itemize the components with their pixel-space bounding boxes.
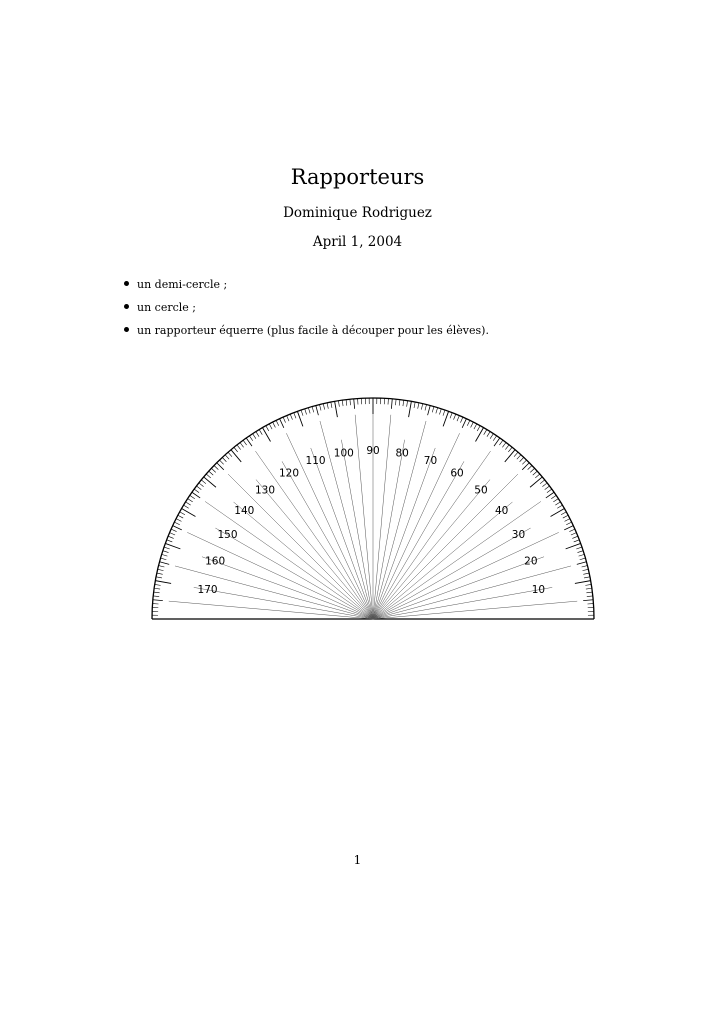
protractor-tick bbox=[505, 450, 515, 462]
protractor-tick bbox=[577, 562, 587, 565]
protractor-tick bbox=[436, 408, 438, 414]
protractor-tick bbox=[460, 417, 462, 422]
protractor-tick bbox=[522, 460, 526, 464]
protractor-radial-line bbox=[373, 532, 559, 619]
protractor-tick bbox=[287, 416, 289, 422]
protractor-angle-label: 130 bbox=[254, 484, 276, 497]
protractor-tick bbox=[414, 402, 415, 408]
protractor-radial-line bbox=[373, 433, 460, 619]
protractor-tick bbox=[450, 413, 452, 419]
protractor-tick bbox=[542, 483, 547, 487]
protractor-tick bbox=[585, 584, 591, 585]
protractor-tick bbox=[582, 569, 588, 570]
protractor-tick bbox=[249, 436, 252, 441]
protractor-tick bbox=[246, 438, 252, 446]
protractor-tick bbox=[577, 551, 583, 553]
protractor-angle-label: 100 bbox=[333, 447, 354, 460]
protractor-tick bbox=[514, 452, 518, 457]
protractor-tick bbox=[160, 562, 170, 565]
protractor-tick bbox=[184, 505, 189, 508]
protractor-angle-label: 30 bbox=[511, 529, 526, 541]
protractor-tick bbox=[580, 558, 586, 560]
protractor-tick bbox=[237, 445, 241, 450]
protractor-tick bbox=[163, 551, 169, 553]
protractor-tick bbox=[583, 600, 593, 601]
protractor-tick bbox=[533, 471, 537, 475]
protractor-tick bbox=[545, 486, 550, 490]
protractor-tick bbox=[572, 536, 578, 538]
protractor-tick bbox=[403, 400, 404, 406]
protractor-tick bbox=[259, 430, 262, 435]
protractor-tick bbox=[164, 547, 170, 549]
protractor-tick bbox=[194, 489, 199, 493]
protractor-tick bbox=[294, 413, 296, 419]
protractor-tick bbox=[579, 554, 585, 556]
protractor-tick bbox=[487, 432, 490, 437]
protractor-tick bbox=[266, 426, 269, 431]
protractor-tick bbox=[457, 416, 459, 422]
protractor-tick bbox=[228, 452, 232, 457]
protractor-tick bbox=[354, 399, 355, 409]
document-date: April 1, 2004 bbox=[312, 234, 403, 250]
protractor-tick bbox=[443, 410, 445, 416]
protractor-tick bbox=[174, 522, 179, 525]
protractor-angle-label: 120 bbox=[278, 467, 300, 480]
protractor-tick bbox=[566, 522, 571, 525]
protractor-tick bbox=[280, 419, 284, 428]
protractor-tick bbox=[155, 584, 161, 585]
protractor-tick bbox=[477, 426, 480, 431]
protractor-radial-line bbox=[373, 557, 544, 619]
protractor-tick bbox=[582, 566, 588, 567]
protractor-tick bbox=[425, 405, 426, 411]
protractor-tick bbox=[535, 474, 540, 478]
protractor-tick bbox=[155, 581, 171, 584]
protractor-tick bbox=[173, 526, 182, 530]
document-title: Rapporteurs bbox=[290, 165, 425, 189]
protractor-tick bbox=[209, 471, 213, 475]
protractor-tick bbox=[176, 519, 181, 522]
protractor-tick bbox=[395, 399, 396, 405]
protractor-tick bbox=[186, 502, 191, 505]
protractor-radial-line bbox=[311, 448, 373, 619]
protractor-radial-line bbox=[202, 557, 373, 619]
protractor-tick bbox=[305, 409, 307, 415]
protractor-tick bbox=[557, 505, 562, 508]
protractor-tick bbox=[158, 569, 164, 570]
list-item-text: un rapporteur équerre (plus facile à découper pour les élèves). bbox=[137, 324, 489, 337]
page-number: 1 bbox=[353, 853, 362, 867]
protractor-tick bbox=[331, 402, 332, 408]
protractor-tick bbox=[484, 430, 487, 435]
protractor-tick bbox=[180, 512, 185, 515]
protractor-angle-label: 140 bbox=[234, 505, 255, 518]
protractor-tick bbox=[190, 495, 195, 498]
protractor-tick bbox=[312, 407, 314, 413]
protractor-tick bbox=[493, 436, 496, 441]
protractor-tick bbox=[338, 401, 339, 407]
protractor-tick bbox=[263, 428, 271, 442]
protractor-tick bbox=[211, 468, 215, 472]
protractor-radial-line bbox=[373, 601, 577, 619]
protractor-tick bbox=[454, 414, 456, 420]
protractor-angle-label: 60 bbox=[450, 467, 464, 480]
protractor-tick bbox=[199, 483, 204, 487]
protractor-tick bbox=[553, 499, 558, 502]
protractor-radial-line bbox=[187, 532, 373, 619]
protractor-tick bbox=[505, 445, 509, 450]
protractor-tick bbox=[467, 420, 470, 425]
protractor-angle-label: 150 bbox=[217, 529, 238, 541]
protractor-tick bbox=[474, 424, 477, 429]
protractor-tick bbox=[494, 438, 500, 446]
protractor-tick bbox=[301, 410, 303, 416]
protractor-tick bbox=[421, 404, 422, 410]
protractor-tick bbox=[273, 422, 276, 427]
protractor-tick bbox=[569, 529, 574, 531]
protractor-radial-line bbox=[286, 433, 373, 619]
protractor-tick bbox=[462, 419, 466, 428]
protractor-tick bbox=[517, 455, 521, 459]
protractor-tick bbox=[418, 403, 419, 409]
protractor-tick bbox=[219, 460, 223, 464]
protractor-tick bbox=[346, 400, 347, 406]
protractor-radial-line bbox=[373, 448, 438, 619]
protractor-tick bbox=[161, 558, 167, 560]
protractor-tick bbox=[551, 495, 556, 498]
protractor-tick bbox=[530, 477, 542, 487]
protractor-tick bbox=[565, 519, 570, 522]
protractor-tick bbox=[547, 489, 552, 493]
protractor-tick bbox=[490, 434, 493, 439]
protractor-tick bbox=[502, 443, 506, 448]
protractor-tick bbox=[204, 477, 216, 487]
protractor-tick bbox=[499, 440, 503, 445]
protractor-tick bbox=[170, 533, 176, 535]
protractor-tick bbox=[551, 509, 565, 517]
protractor-tick bbox=[564, 526, 573, 530]
protractor-tick bbox=[335, 401, 338, 417]
protractor-tick bbox=[206, 474, 211, 478]
protractor-tick bbox=[316, 406, 319, 416]
protractor-tick bbox=[253, 434, 256, 439]
protractor-tick bbox=[171, 529, 176, 531]
protractor-angle-label: 50 bbox=[474, 484, 488, 497]
protractor-tick bbox=[586, 592, 592, 593]
protractor-tick bbox=[471, 422, 474, 427]
document-author: Dominique Rodriguez bbox=[283, 205, 432, 221]
protractor-tick bbox=[584, 577, 590, 578]
protractor-tick bbox=[283, 417, 285, 422]
list-item-text: un cercle ; bbox=[137, 301, 196, 314]
protractor-tick bbox=[290, 414, 292, 420]
protractor-tick bbox=[192, 492, 200, 498]
protractor-tick bbox=[342, 400, 343, 406]
protractor-tick bbox=[256, 432, 259, 437]
protractor-tick bbox=[168, 536, 174, 538]
protractor-tick bbox=[197, 486, 202, 490]
protractor-tick bbox=[583, 573, 589, 574]
protractor-tick bbox=[234, 447, 238, 452]
protractor-tick bbox=[586, 588, 592, 589]
protractor-tick bbox=[508, 447, 512, 452]
protractor-tick bbox=[476, 428, 484, 442]
protractor-tick bbox=[222, 457, 226, 461]
protractor-tick bbox=[188, 499, 193, 502]
protractor-tick bbox=[571, 533, 577, 535]
protractor-tick bbox=[153, 596, 159, 597]
protractor-tick bbox=[555, 502, 560, 505]
protractor-tick bbox=[432, 407, 434, 413]
protractor-tick bbox=[231, 450, 241, 462]
protractor-tick bbox=[154, 592, 160, 593]
protractor-tick bbox=[350, 399, 351, 405]
protractor-tick bbox=[243, 440, 247, 445]
protractor-tick bbox=[587, 596, 593, 597]
protractor-tick bbox=[540, 480, 545, 484]
protractor-tick bbox=[327, 403, 328, 409]
protractor-tick bbox=[399, 400, 400, 406]
protractor-angle-label: 110 bbox=[305, 455, 326, 468]
protractor-tick bbox=[154, 588, 160, 589]
protractor-angle-label: 70 bbox=[423, 455, 438, 468]
protractor-tick bbox=[276, 420, 279, 425]
protractor-tick bbox=[214, 465, 218, 469]
protractor-tick bbox=[323, 404, 324, 410]
protractor-tick bbox=[563, 515, 568, 518]
protractor-tick bbox=[182, 509, 196, 517]
protractor-angle-label: 170 bbox=[197, 583, 218, 596]
protractor-tick bbox=[409, 401, 412, 417]
protractor-radial-line bbox=[169, 601, 373, 619]
protractor-tick bbox=[308, 408, 310, 414]
protractor-tick bbox=[167, 540, 173, 542]
protractor-tick bbox=[159, 566, 165, 567]
protractor-tick bbox=[530, 468, 534, 472]
protractor-tick bbox=[520, 457, 524, 461]
protractor-tick bbox=[428, 406, 431, 416]
protractor-tick bbox=[528, 465, 532, 469]
protractor-angle-label: 160 bbox=[205, 555, 226, 568]
list-item-text: un demi-cercle ; bbox=[137, 278, 228, 291]
protractor-tick bbox=[156, 577, 162, 578]
protractor-tick bbox=[240, 443, 244, 448]
protractor-angle-label: 80 bbox=[395, 447, 409, 460]
protractor-tick bbox=[575, 581, 591, 584]
protractor-tick bbox=[269, 424, 272, 429]
protractor-tick bbox=[157, 573, 163, 574]
protractor-tick bbox=[153, 600, 163, 601]
protractor-tick bbox=[201, 480, 206, 484]
protractor-tick bbox=[574, 540, 580, 542]
protractor-tick bbox=[576, 547, 582, 549]
protractor-tick bbox=[546, 492, 554, 498]
protractor-tick bbox=[162, 554, 168, 556]
protractor-angle-label: 40 bbox=[495, 505, 509, 518]
protractor-angle-label: 10 bbox=[531, 583, 546, 596]
protractor-tick bbox=[225, 455, 229, 459]
protractor-tick bbox=[320, 405, 321, 411]
protractor-angle-label: 90 bbox=[366, 445, 380, 457]
protractor-angle-label: 20 bbox=[524, 555, 538, 568]
protractor-tick bbox=[391, 399, 392, 409]
protractor-tick bbox=[439, 409, 441, 415]
protractor-tick bbox=[178, 515, 183, 518]
protractor-tick bbox=[407, 401, 408, 407]
protractor-tick bbox=[561, 512, 566, 515]
